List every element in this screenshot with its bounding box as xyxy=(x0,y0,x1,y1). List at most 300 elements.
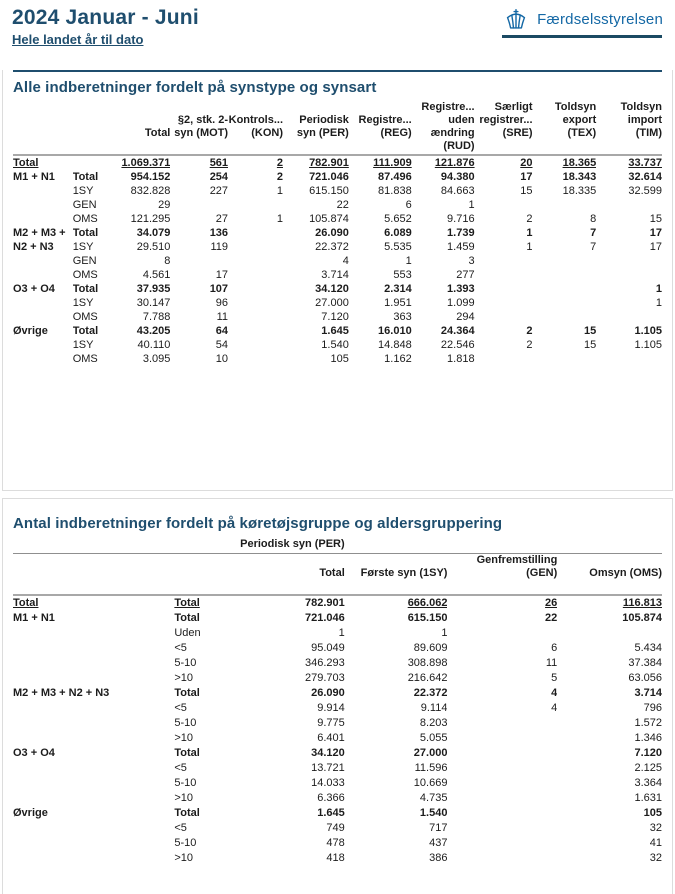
value-cell: 105 xyxy=(330,353,349,365)
value-cell xyxy=(447,626,557,641)
column-header: Registre... (REG) xyxy=(349,101,412,155)
value-cell xyxy=(475,268,533,282)
value-cell[interactable]: 121.876 xyxy=(434,157,475,169)
value-cell: 308.898 xyxy=(407,657,448,669)
value-cell xyxy=(596,352,662,366)
value-cell: 2 xyxy=(526,213,533,225)
group-label-cell[interactable]: M1 + N1 xyxy=(13,171,55,183)
logo xyxy=(502,6,663,38)
value-cell: 1.645 xyxy=(317,807,345,819)
value-cell: 29.510 xyxy=(136,241,171,253)
sub-label-cell[interactable]: 1SY xyxy=(72,185,94,197)
subtitle-link[interactable]: Hele landet år til dato xyxy=(12,32,144,48)
value-cell xyxy=(596,268,662,282)
value-cell: 717 xyxy=(429,822,448,834)
value-cell xyxy=(447,746,557,761)
value-cell: 1.393 xyxy=(447,283,475,295)
value-cell: 22 xyxy=(336,199,349,211)
value-cell: 17 xyxy=(649,241,662,253)
table-row xyxy=(13,296,662,310)
value-cell: 346.293 xyxy=(305,657,345,669)
value-cell xyxy=(447,776,557,791)
value-cell: 721.046 xyxy=(305,612,345,624)
group-label-cell[interactable]: M1 + N1 xyxy=(13,612,55,624)
sub-label-cell[interactable]: 1SY xyxy=(72,241,94,253)
sub-label-cell[interactable] xyxy=(73,155,109,170)
value-cell: 34.079 xyxy=(136,227,171,239)
value-cell: 8 xyxy=(164,255,171,267)
value-cell: 3.095 xyxy=(142,353,171,365)
value-cell xyxy=(447,821,557,836)
value-cell: 8 xyxy=(590,213,597,225)
value-cell: 95.049 xyxy=(311,642,345,654)
value-cell: 1 xyxy=(526,241,533,253)
row-label-header xyxy=(174,554,240,596)
value-cell: 18.335 xyxy=(562,185,597,197)
value-cell: 5.434 xyxy=(634,642,662,654)
value-cell: 37.384 xyxy=(628,657,662,669)
value-cell xyxy=(447,791,557,806)
value-cell: 277 xyxy=(456,269,475,281)
page-header xyxy=(0,0,675,66)
group-label-cell[interactable]: Øvrige xyxy=(13,325,48,337)
table-row xyxy=(13,338,662,352)
value-cell xyxy=(475,254,533,268)
value-cell: 9.716 xyxy=(447,213,475,225)
value-cell: 29 xyxy=(158,199,171,211)
sub-label-cell[interactable]: 1SY xyxy=(72,339,94,351)
value-cell: 11.596 xyxy=(414,762,448,774)
sub-label-cell[interactable]: <5 xyxy=(174,702,187,714)
value-cell: 9.775 xyxy=(317,717,345,729)
sub-label-cell[interactable]: Total xyxy=(72,227,99,239)
value-cell: 1.645 xyxy=(321,325,349,337)
value-cell: 9.114 xyxy=(420,702,448,714)
value-cell: 1 xyxy=(338,627,345,639)
value-cell: 10.669 xyxy=(413,777,448,789)
row-label-header xyxy=(73,101,109,155)
value-cell: 6.401 xyxy=(317,732,345,744)
value-cell: 32.599 xyxy=(628,185,662,197)
value-cell: 121.295 xyxy=(130,213,171,225)
value-cell: 32 xyxy=(649,852,662,864)
value-cell xyxy=(475,198,533,212)
value-cell: 27 xyxy=(215,213,229,225)
value-cell: 16.010 xyxy=(378,325,412,337)
value-cell xyxy=(596,254,662,268)
section-koretojsgruppe xyxy=(2,498,673,894)
table-row xyxy=(13,282,662,296)
value-cell: 27.000 xyxy=(315,297,349,309)
value-cell: 2 xyxy=(276,171,284,183)
value-cell xyxy=(170,254,228,268)
value-cell[interactable]: 116.813 xyxy=(622,597,662,609)
value-cell: 96 xyxy=(215,297,229,309)
group-label-cell[interactable]: M2 + M3 + N2 + N3 xyxy=(13,687,110,699)
value-cell: 14.033 xyxy=(311,777,345,789)
value-cell xyxy=(447,806,557,821)
value-cell: 34.120 xyxy=(315,283,349,295)
value-cell: 54 xyxy=(215,339,229,351)
value-cell: 1.105 xyxy=(634,325,662,337)
value-cell xyxy=(475,310,533,324)
value-cell: 4 xyxy=(551,687,558,699)
value-cell: 6 xyxy=(551,642,558,654)
value-cell: 34.120 xyxy=(311,747,345,759)
sub-label-cell[interactable]: Total xyxy=(174,807,200,819)
value-cell: 1.099 xyxy=(447,297,475,309)
value-cell xyxy=(447,716,557,731)
column-header: §2, stk. 2- syn (MOT) xyxy=(170,101,228,155)
sub-label-cell[interactable]: >10 xyxy=(174,732,194,744)
value-cell: 615.150 xyxy=(407,612,448,624)
sub-label-cell[interactable]: >10 xyxy=(174,852,194,864)
value-cell: 1 xyxy=(655,297,662,309)
value-cell: 6.089 xyxy=(384,227,412,239)
value-cell xyxy=(228,338,283,352)
sub-label-cell[interactable]: Total xyxy=(72,171,99,183)
value-cell: 94.380 xyxy=(440,171,475,183)
value-cell: 3.364 xyxy=(634,777,662,789)
value-cell: 1 xyxy=(655,283,662,295)
value-cell xyxy=(228,296,283,310)
value-cell: 119 xyxy=(210,241,229,253)
value-cell: 749 xyxy=(326,822,345,834)
value-cell: 4.735 xyxy=(419,792,448,804)
value-cell[interactable]: 26 xyxy=(545,597,558,609)
value-cell: 24.364 xyxy=(440,325,475,337)
value-cell: 105.874 xyxy=(309,213,349,225)
value-cell: 2.314 xyxy=(384,283,412,295)
table-synstype xyxy=(13,101,662,366)
column-header: Periodisk syn (PER) xyxy=(283,101,349,155)
value-cell[interactable]: 33.737 xyxy=(628,157,662,169)
value-cell: 5.652 xyxy=(384,213,412,225)
value-cell xyxy=(475,282,533,296)
sub-label-cell[interactable]: OMS xyxy=(72,311,98,323)
value-cell: 1 xyxy=(276,213,284,225)
value-cell[interactable]: 782.901 xyxy=(309,157,349,169)
value-cell xyxy=(228,254,283,268)
value-cell: 1.540 xyxy=(419,807,448,819)
value-cell: 1.572 xyxy=(634,717,662,729)
value-cell: 41 xyxy=(649,837,662,849)
value-cell: 1 xyxy=(441,627,448,639)
value-cell: 84.663 xyxy=(440,185,475,197)
value-cell: 26.090 xyxy=(311,687,345,699)
value-cell: 18.343 xyxy=(562,171,597,183)
value-cell xyxy=(447,761,557,776)
table-row xyxy=(13,170,662,184)
sub-label-cell[interactable]: Total xyxy=(72,325,99,337)
value-cell: 22.546 xyxy=(440,339,475,351)
value-cell: 63.056 xyxy=(628,672,662,684)
value-cell: 11 xyxy=(545,657,558,669)
value-cell: 43.205 xyxy=(136,325,171,337)
sub-label-cell[interactable]: OMS xyxy=(72,269,98,281)
value-cell xyxy=(228,282,283,296)
value-cell xyxy=(533,268,597,282)
row-label-header xyxy=(13,554,174,596)
table-row xyxy=(13,212,662,226)
column-header: Omsyn (OMS) xyxy=(557,554,662,596)
value-cell: 17 xyxy=(520,171,533,183)
value-cell xyxy=(228,226,283,240)
value-cell[interactable]: 20 xyxy=(520,157,533,169)
value-cell[interactable]: 18.365 xyxy=(562,157,597,169)
sub-label-cell[interactable]: <5 xyxy=(174,762,187,774)
table-row xyxy=(13,226,662,240)
sub-label-cell[interactable]: Total xyxy=(174,687,200,699)
value-cell: 22.372 xyxy=(413,687,448,699)
value-cell: 15 xyxy=(583,339,597,351)
value-cell: 1.346 xyxy=(634,732,662,744)
sub-label-cell[interactable]: OMS xyxy=(72,353,98,365)
value-cell: 8.203 xyxy=(419,717,448,729)
value-cell: 11 xyxy=(216,311,229,323)
sub-label-cell[interactable]: <5 xyxy=(174,822,187,834)
value-cell: 1.162 xyxy=(384,353,412,365)
page-title: 2024 Januar - Juni xyxy=(12,6,199,29)
column-header: Særligt registrer... (SRE) xyxy=(475,101,533,155)
value-cell: 4 xyxy=(342,255,349,267)
value-cell: 615.150 xyxy=(309,185,349,197)
value-cell xyxy=(228,352,283,366)
value-cell: 10 xyxy=(215,353,229,365)
sub-label-cell[interactable]: >10 xyxy=(174,672,194,684)
value-cell: 17 xyxy=(215,269,229,281)
value-cell: 553 xyxy=(393,269,412,281)
value-cell: 216.642 xyxy=(407,672,448,684)
sub-label-cell[interactable]: GEN xyxy=(72,255,97,267)
value-cell: 1 xyxy=(468,199,475,211)
value-cell: 30.147 xyxy=(136,297,171,309)
value-cell: 17 xyxy=(649,227,662,239)
value-cell: 15 xyxy=(649,213,662,225)
value-cell: 1.951 xyxy=(384,297,412,309)
value-cell: 105 xyxy=(643,807,662,819)
table-row xyxy=(13,746,662,761)
value-cell xyxy=(533,352,597,366)
sub-label-cell[interactable]: Total xyxy=(174,612,200,624)
sub-label-cell[interactable]: <5 xyxy=(174,642,187,654)
value-cell: 64 xyxy=(215,325,229,337)
table1-title: Alle indberetninger fordelt på synstype og synsart xyxy=(13,79,377,96)
value-cell: 15 xyxy=(520,185,533,197)
value-cell xyxy=(475,352,533,366)
sub-label-cell[interactable]: GEN xyxy=(72,199,97,211)
column-header: Registre... uden ændring (RUD) xyxy=(412,101,475,155)
value-cell: 363 xyxy=(393,311,412,323)
value-cell xyxy=(228,268,283,282)
value-cell: 227 xyxy=(209,185,229,197)
value-cell xyxy=(475,296,533,310)
column-header: Toldsyn import (TIM) xyxy=(596,101,662,155)
group-label-cell[interactable]: Total xyxy=(13,597,39,609)
value-cell: 3.714 xyxy=(634,687,662,699)
value-cell: 4 xyxy=(551,702,558,714)
value-cell: 37.935 xyxy=(136,283,171,295)
value-cell[interactable]: 561 xyxy=(209,157,229,169)
value-cell: 87.496 xyxy=(378,171,412,183)
value-cell: 954.152 xyxy=(130,171,171,183)
value-cell: 796 xyxy=(643,702,662,714)
value-cell: 1 xyxy=(276,185,284,197)
value-cell[interactable]: 666.062 xyxy=(407,597,448,609)
value-cell xyxy=(533,296,597,310)
logo-underline-bar xyxy=(502,35,662,38)
value-cell: 418 xyxy=(326,852,345,864)
sub-label-cell[interactable]: 5-10 xyxy=(174,837,197,849)
value-cell: 7.788 xyxy=(142,311,171,323)
value-cell: 7.120 xyxy=(321,311,349,323)
value-cell: 3 xyxy=(468,255,475,267)
value-cell: 107 xyxy=(209,283,229,295)
table-row xyxy=(13,155,662,170)
value-cell: 40.110 xyxy=(137,339,171,351)
value-cell: 279.703 xyxy=(305,672,345,684)
table-row xyxy=(13,240,662,254)
value-cell: 721.046 xyxy=(309,171,349,183)
value-cell: 254 xyxy=(209,171,229,183)
group-label-cell[interactable]: Øvrige xyxy=(13,807,48,819)
value-cell xyxy=(228,198,283,212)
sub-label-cell[interactable]: >10 xyxy=(174,792,194,804)
value-cell: 32 xyxy=(649,822,662,834)
table-row xyxy=(13,310,662,324)
sub-label-cell[interactable]: Total xyxy=(174,597,200,609)
sub-label-cell[interactable]: 5-10 xyxy=(174,717,197,729)
logo-text: Færdselsstyrelsen xyxy=(537,11,663,28)
value-cell: 3.714 xyxy=(321,269,349,281)
value-cell: 9.914 xyxy=(317,702,345,714)
sub-label-cell[interactable]: 5-10 xyxy=(174,777,197,789)
value-cell: 22.372 xyxy=(315,241,349,253)
value-cell: 22 xyxy=(545,612,558,624)
group-label-cell[interactable]: Total xyxy=(13,157,39,169)
span-header-pad xyxy=(13,537,240,554)
value-cell: 7.120 xyxy=(634,747,662,759)
value-cell xyxy=(447,836,557,851)
table-row xyxy=(13,268,662,282)
value-cell: 32.614 xyxy=(628,171,662,183)
value-cell: 7 xyxy=(590,241,597,253)
value-cell: 386 xyxy=(429,852,448,864)
value-cell xyxy=(533,310,597,324)
value-cell: 1.540 xyxy=(321,339,349,351)
value-cell: 1.739 xyxy=(447,227,475,239)
value-cell: 81.838 xyxy=(378,185,412,197)
value-cell: 1.818 xyxy=(447,353,475,365)
value-cell: 13.721 xyxy=(311,762,345,774)
value-cell: 782.901 xyxy=(305,597,345,609)
value-cell: 2 xyxy=(526,339,533,351)
value-cell: 1.459 xyxy=(447,241,475,253)
table-row xyxy=(13,806,662,821)
sub-label-cell[interactable]: Uden xyxy=(174,627,201,639)
value-cell: 14.848 xyxy=(378,339,412,351)
value-cell xyxy=(533,254,597,268)
value-cell[interactable]: 1.069.371 xyxy=(121,157,171,169)
value-cell: 27.000 xyxy=(413,747,448,759)
table-row xyxy=(13,324,662,338)
group-label-cell[interactable]: M2 + M3 + N2 + N3 xyxy=(13,227,66,253)
sub-label-cell[interactable]: 1SY xyxy=(72,297,94,309)
value-cell: 6.366 xyxy=(317,792,345,804)
section-top-rule xyxy=(13,70,662,72)
value-cell[interactable]: 2 xyxy=(276,157,284,169)
table-row xyxy=(13,198,662,212)
value-cell xyxy=(228,310,283,324)
table-koretojsgruppe xyxy=(13,537,662,866)
value-cell: 89.609 xyxy=(413,642,448,654)
value-cell: 1.631 xyxy=(634,792,662,804)
value-cell[interactable]: 111.909 xyxy=(373,157,412,169)
row-label-header xyxy=(13,101,73,155)
value-cell: 26.090 xyxy=(315,227,349,239)
value-cell: 2 xyxy=(526,325,533,337)
table-row xyxy=(13,611,662,626)
value-cell: 1 xyxy=(405,255,412,267)
group-label-cell[interactable]: O3 + O4 xyxy=(13,747,55,759)
column-header: Toldsyn export (TEX) xyxy=(533,101,597,155)
column-header: Total xyxy=(109,101,171,155)
column-header: Total xyxy=(240,554,345,596)
value-cell: 4.561 xyxy=(142,269,171,281)
measure-group-header: Periodisk syn (PER) xyxy=(240,537,662,554)
value-cell xyxy=(596,310,662,324)
group-label-cell[interactable]: O3 + O4 xyxy=(13,283,55,295)
value-cell: 5.535 xyxy=(384,241,412,253)
value-cell xyxy=(447,851,557,866)
sub-label-cell[interactable]: Total xyxy=(72,283,99,295)
value-cell: 832.828 xyxy=(130,185,171,197)
value-cell xyxy=(533,282,597,296)
column-header: Kontrols... (KON) xyxy=(228,101,283,155)
value-cell: 6 xyxy=(405,199,412,211)
crown-icon xyxy=(502,8,530,31)
value-cell xyxy=(596,198,662,212)
sub-label-cell[interactable]: 5-10 xyxy=(174,657,197,669)
column-header: Genfremstilling (GEN) xyxy=(447,554,557,596)
value-cell xyxy=(557,626,662,641)
sub-label-cell[interactable]: OMS xyxy=(72,213,98,225)
value-cell: 2.125 xyxy=(634,762,662,774)
value-cell xyxy=(228,324,283,338)
value-cell: 1.105 xyxy=(634,339,662,351)
value-cell xyxy=(170,198,228,212)
value-cell: 15 xyxy=(583,325,597,337)
value-cell xyxy=(447,731,557,746)
table-row xyxy=(13,352,662,366)
value-cell: 105.874 xyxy=(622,612,662,624)
value-cell: 136 xyxy=(209,227,229,239)
table-row xyxy=(13,595,662,611)
table-row xyxy=(13,686,662,701)
value-cell xyxy=(228,240,283,254)
value-cell: 7 xyxy=(590,227,597,239)
value-cell: 5 xyxy=(551,672,558,684)
value-cell xyxy=(533,198,597,212)
section-synstype xyxy=(2,70,673,491)
value-cell: 294 xyxy=(456,311,475,323)
column-header: Første syn (1SY) xyxy=(345,554,448,596)
table-row xyxy=(13,254,662,268)
sub-label-cell[interactable]: Total xyxy=(174,747,200,759)
value-cell: 437 xyxy=(429,837,448,849)
value-cell: 1 xyxy=(526,227,533,239)
value-cell: 478 xyxy=(326,837,345,849)
